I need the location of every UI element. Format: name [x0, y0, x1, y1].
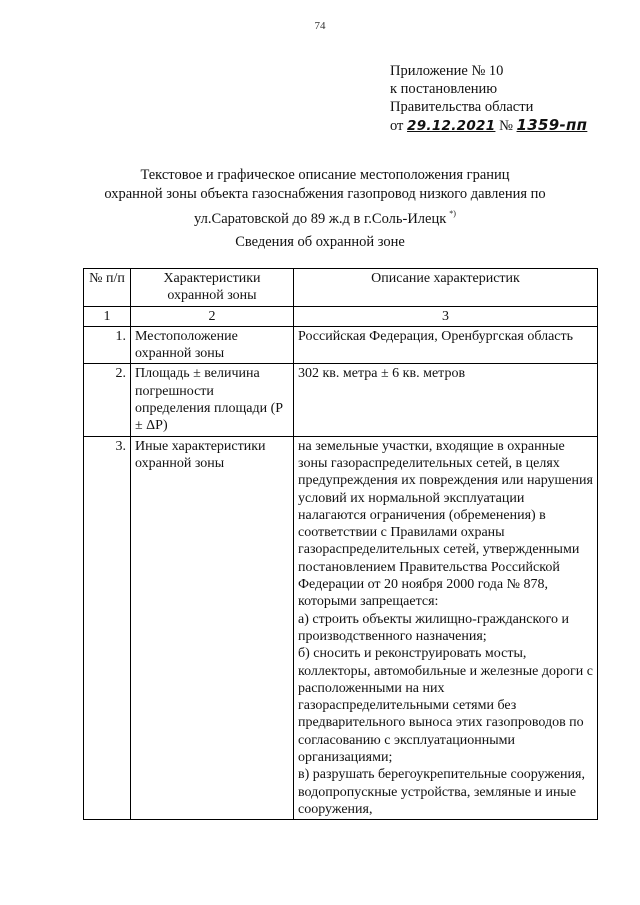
- title-line-3: [60, 204, 590, 229]
- zone-table: [83, 268, 598, 820]
- section-subtitle: Сведения об охранной зоне: [235, 234, 405, 250]
- index-cell: 1: [84, 306, 131, 326]
- table-row: [84, 364, 598, 436]
- row-characteristic: Иные характеристики охранной зоны: [131, 436, 294, 820]
- title-line-1: Текстовое и графическое описание местоположения границ: [140, 167, 510, 183]
- appendix-line-1: Приложение № 10: [390, 63, 504, 79]
- description-paragraph: на земельные участки, входящие в охранные зоны газораспределительных сетей, в целях предупреждения их повреждения или нарушения условий их нормальной эксплуатации налагаются ограничения (обременения) в соответствии с Правилами охраны газораспределительных сетей, утвержденными постановлением Правительства Российской Федерации от 20 ноября 2000 года № 878, которыми запрещается:: [298, 438, 593, 610]
- description-paragraph: 302 кв. метра ± 6 кв. метров: [298, 366, 466, 382]
- description-paragraph: Российская Федерация, Оренбургская область: [298, 328, 574, 344]
- page-number: 74: [314, 20, 326, 32]
- description-paragraph: в) разрушать берегоукрепительные сооружения, водопропускные устройства, земляные и иные сооружения,: [298, 767, 585, 817]
- header-cell-description: Описание характеристик: [294, 269, 598, 307]
- appendix-date-line: [390, 116, 587, 135]
- title-line-3-text: ул.Саратовской до 89 ж.д в г.Соль-Илецк: [194, 211, 447, 227]
- table-index-row: [84, 306, 598, 326]
- title-line-2: охранной зоны объекта газоснабжения газопровод низкого давления по: [104, 186, 546, 202]
- row-description: [294, 436, 598, 820]
- appendix-line-2: к постановлению: [390, 81, 498, 97]
- appendix-block: [390, 62, 587, 135]
- row-number: 1.: [84, 326, 131, 364]
- row-description: [294, 326, 598, 364]
- number-sign: №: [499, 118, 513, 134]
- row-characteristic: Местоположение охранной зоны: [131, 326, 294, 364]
- handwritten-date: 29.12.2021: [407, 118, 496, 134]
- description-paragraph: а) строить объекты жилищно-гражданского и производственного назначения;: [298, 611, 569, 644]
- description-paragraph: б) сносить и реконструировать мосты, коллекторы, автомобильные и железные дороги с расположенными на них газораспределительными сетями без предварительного выноса этих газопроводов по согласованию с эксплуатационными организациями;: [298, 646, 593, 766]
- appendix-line-3: Правительства области: [390, 99, 534, 115]
- row-number: 3.: [84, 436, 131, 820]
- header-cell-characteristic: Характеристики охранной зоны: [131, 269, 294, 307]
- table-row: [84, 436, 598, 820]
- row-number: 2.: [84, 364, 131, 436]
- date-prefix: от: [390, 118, 404, 134]
- table-row: [84, 326, 598, 364]
- table-header-row: [84, 269, 598, 307]
- footnote-mark: *): [449, 209, 456, 218]
- index-cell: 3: [294, 306, 598, 326]
- row-characteristic: Площадь ± величина погрешности определения площади (Р ± ΔР): [131, 364, 294, 436]
- row-description: [294, 364, 598, 436]
- header-cell-number: № п/п: [84, 269, 131, 307]
- index-cell: 2: [131, 306, 294, 326]
- handwritten-number: 1359-пп: [516, 116, 588, 134]
- document-title: [60, 166, 590, 229]
